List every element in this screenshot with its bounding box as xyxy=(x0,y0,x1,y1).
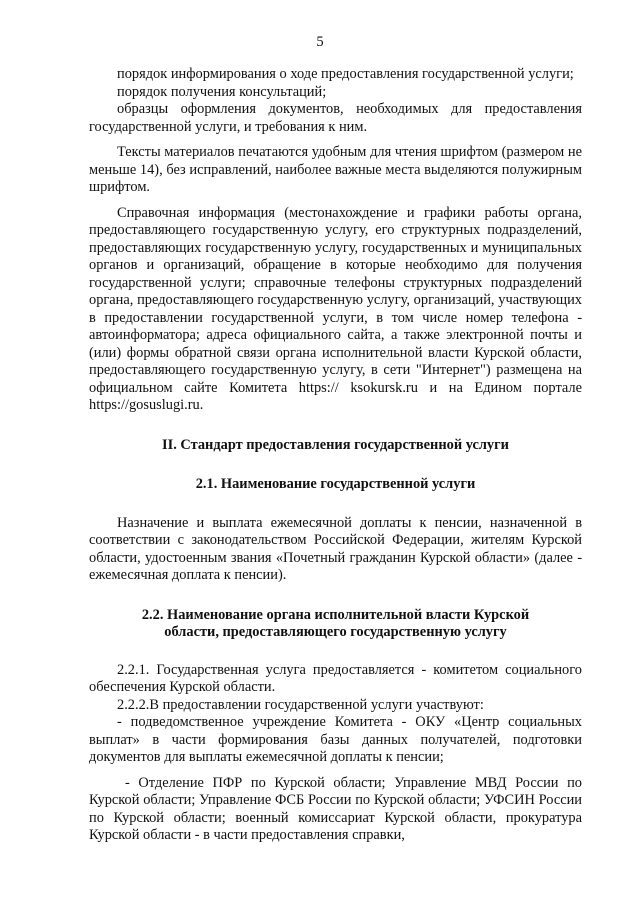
page-number: 5 xyxy=(316,34,324,50)
subsection-heading-2-2 xyxy=(89,607,582,642)
paragraph: 2.2.2.В предоставлении государственной услуги участвуют: xyxy=(117,696,484,713)
document-body xyxy=(89,66,582,845)
subsection-heading-2-1: 2.1. Наименование государственной услуги xyxy=(195,476,476,492)
paragraph: - подведомственное учреждение Комитета - ОКУ «Центр социальных выплат» в части формирования базы данных получателей, подготовки документов для выплаты ежемесячной доплаты к пенсии; xyxy=(89,714,582,765)
paragraph: образцы оформления документов, необходимых для предоставления государственной услуги, и требования к ним. xyxy=(89,101,582,135)
paragraph: Справочная информация (местонахождение и графики работы органа, предоставляющего государственную услугу, его структурных подразделений, предоставляющих государственную услугу, государственных и муниципальных органов и организаций, обращение в которые необходимо для получения государственной услуги; справочные телефоны структурных подразделений органа, предоставляющего государственную услугу, организаций, участвующих в предоставлении государственной услуги, в том числе номер телефона - автоинформатора; адреса официального сайта, а также электронной почты и (или) формы обратной связи органа исполнительной власти Курской области, предоставляющего государственную услугу, в сети "Интернет") размещена на официальном сайте Комитета https:// ksokursk.ru и на Едином портале https://gosuslugi.ru. xyxy=(89,204,582,413)
paragraph: порядок информирования о ходе предоставления государственной услуги; xyxy=(117,66,574,82)
paragraph: порядок получения консультаций; xyxy=(117,83,327,100)
subsection-heading-line: области, предоставляющего государственную услугу xyxy=(164,624,507,640)
paragraph: - Отделение ПФР по Курской области; Управление МВД России по Курской области; Управление ФСБ России по Курской области; УФСИН России по Курской области; военный комиссариат Курской области, прокуратура Курской области - в части предоставления справки, xyxy=(89,774,582,843)
paragraph: Тексты материалов печатаются удобным для чтения шрифтом (размером не меньше 14), без исправлений, наиболее важные места выделяются полужирным шрифтом. xyxy=(89,144,582,195)
paragraph: Назначение и выплата ежемесячной доплаты к пенсии, назначенной в соответствии с законодательством Российской Федерации, жителям Курской области, удостоенным звания «Почетный гражданин Курской области» (далее - ежемесячная доплата к пенсии). xyxy=(89,514,582,583)
paragraph: 2.2.1. Государственная услуга предоставляется - комитетом социального обеспечения Курской области. xyxy=(89,661,582,695)
section-heading: II. Стандарт предоставления государственной услуги xyxy=(162,436,509,453)
subsection-heading-line: 2.2. Наименование органа исполнительной власти Курской xyxy=(141,606,530,623)
